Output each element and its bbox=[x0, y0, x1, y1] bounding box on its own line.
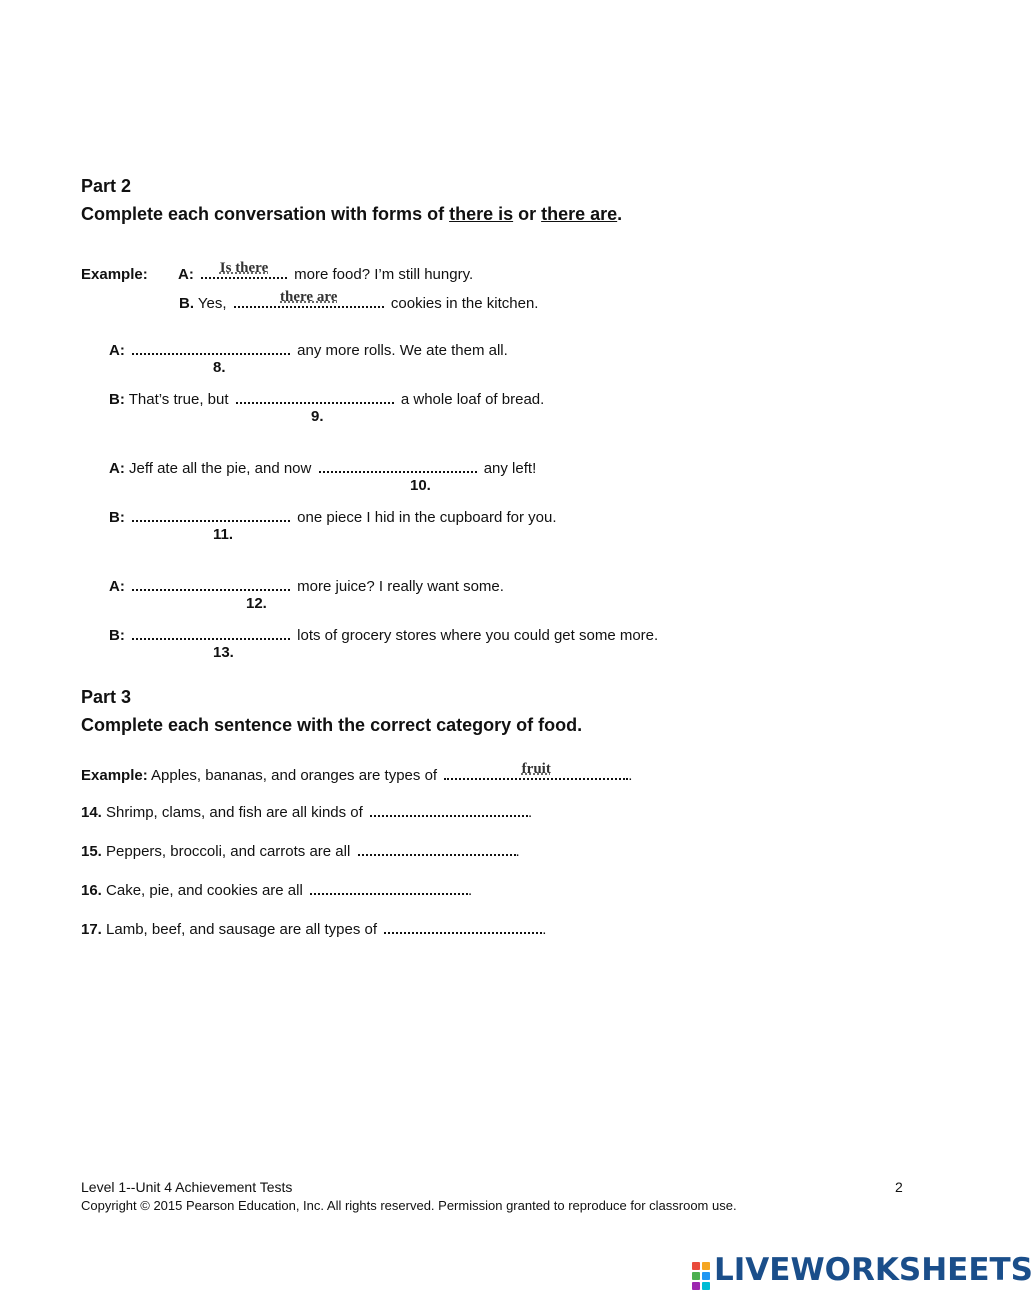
part2-title: Part 2 bbox=[81, 176, 132, 196]
item-number: 9. bbox=[311, 408, 324, 425]
item-number: 11. bbox=[213, 526, 234, 543]
item-number: 8. bbox=[213, 359, 226, 376]
answer-blank-12[interactable] bbox=[132, 575, 290, 591]
example-a-label: A: bbox=[178, 266, 194, 283]
instruction-period: . bbox=[617, 204, 623, 224]
speaker-label: A: bbox=[109, 342, 125, 359]
list-item: 15. Peppers, broccoli, and carrots are all . bbox=[81, 840, 520, 860]
speaker-label: A: bbox=[109, 578, 125, 595]
item-number: 16. bbox=[81, 882, 102, 899]
example-label: Example: bbox=[81, 266, 148, 283]
item-number: 10. bbox=[410, 477, 431, 494]
example-b-row bbox=[179, 290, 538, 312]
part3-instruction: Complete each sentence with the correct category of food. bbox=[81, 715, 583, 735]
example-b-blank bbox=[234, 290, 384, 308]
instruction-pre: Complete each conversation with forms of bbox=[81, 204, 450, 224]
example-a-blank bbox=[201, 261, 287, 279]
phrase-there-are: there are bbox=[541, 204, 618, 224]
item-number: 15. bbox=[81, 843, 102, 860]
answer-blank-14[interactable] bbox=[370, 801, 528, 817]
speaker-label: B: bbox=[109, 391, 125, 408]
list-item: 17. Lamb, beef, and sausage are all types of . bbox=[81, 918, 546, 938]
example-a-answer: Is there bbox=[219, 260, 269, 276]
list-item bbox=[109, 339, 508, 359]
example-b-pre: Yes, bbox=[197, 295, 227, 312]
item-pre: That’s true, but bbox=[128, 391, 229, 408]
example-b-text: cookies in the kitchen. bbox=[390, 295, 539, 312]
footer-title: Level 1--Unit 4 Achievement Tests bbox=[81, 1179, 293, 1195]
item-text: one piece I hid in the cupboard for you. bbox=[297, 509, 557, 526]
speaker-label: B: bbox=[109, 627, 125, 644]
item-text: Lamb, beef, and sausage are all types of bbox=[106, 921, 378, 938]
list-item: 16. Cake, pie, and cookies are all . bbox=[81, 879, 472, 899]
instruction-or: or bbox=[513, 204, 542, 224]
list-item bbox=[109, 506, 557, 526]
answer-blank-8[interactable] bbox=[132, 339, 290, 355]
example-text: Apples, bananas, and oranges are types of bbox=[151, 767, 438, 784]
example-answer: fruit bbox=[521, 761, 551, 777]
example-b-label: B. bbox=[179, 295, 194, 312]
example-label: Example: bbox=[81, 767, 148, 784]
item-text: Cake, pie, and cookies are all bbox=[106, 882, 303, 899]
item-text: Shrimp, clams, and fish are all kinds of bbox=[106, 804, 363, 821]
part3-example-row: Example: Apples, bananas, and oranges are types of fruit . bbox=[81, 761, 633, 784]
answer-blank-13[interactable] bbox=[132, 624, 290, 640]
speaker-label: B: bbox=[109, 509, 125, 526]
part2-instruction bbox=[81, 204, 622, 225]
list-item: 14. Shrimp, clams, and fish are all kinds of . bbox=[81, 801, 532, 821]
list-item bbox=[109, 388, 544, 408]
page-number: 2 bbox=[895, 1179, 903, 1195]
speaker-label: A: bbox=[109, 460, 125, 477]
item-text: any more rolls. We ate them all. bbox=[297, 342, 508, 359]
answer-blank-10[interactable] bbox=[319, 457, 477, 473]
item-text: lots of grocery stores where you could get some more. bbox=[297, 627, 659, 644]
answer-blank-15[interactable] bbox=[358, 840, 516, 856]
answer-blank-11[interactable] bbox=[132, 506, 290, 522]
logo-text: LIVEWORKSHEETS bbox=[714, 1252, 1033, 1288]
example-a-row bbox=[81, 261, 473, 283]
item-text: any left! bbox=[483, 460, 537, 477]
example-a-text: more food? I’m still hungry. bbox=[294, 266, 474, 283]
part3-title: Part 3 bbox=[81, 687, 132, 707]
item-number: 13. bbox=[213, 644, 234, 661]
item-number: 17. bbox=[81, 921, 102, 938]
copyright: Copyright © 2015 Pearson Education, Inc. All rights reserved. Permission granted to reproduce for classroom use. bbox=[81, 1198, 737, 1213]
example-b-answer: there are bbox=[280, 289, 338, 305]
phrase-there-is: there is bbox=[449, 204, 514, 224]
liveworksheets-logo bbox=[692, 1252, 1033, 1290]
item-text: Peppers, broccoli, and carrots are all bbox=[106, 843, 351, 860]
example-blank bbox=[444, 762, 628, 780]
item-text: more juice? I really want some. bbox=[297, 578, 504, 595]
answer-blank-16[interactable] bbox=[310, 879, 468, 895]
item-text: a whole loaf of bread. bbox=[400, 391, 545, 408]
logo-icon bbox=[692, 1262, 710, 1290]
item-pre: Jeff ate all the pie, and now bbox=[129, 460, 312, 477]
answer-blank-17[interactable] bbox=[384, 918, 542, 934]
answer-blank-9[interactable] bbox=[236, 388, 394, 404]
list-item bbox=[109, 575, 504, 595]
list-item bbox=[109, 624, 658, 644]
list-item bbox=[109, 457, 536, 477]
item-number: 12. bbox=[246, 595, 267, 612]
item-number: 14. bbox=[81, 804, 102, 821]
